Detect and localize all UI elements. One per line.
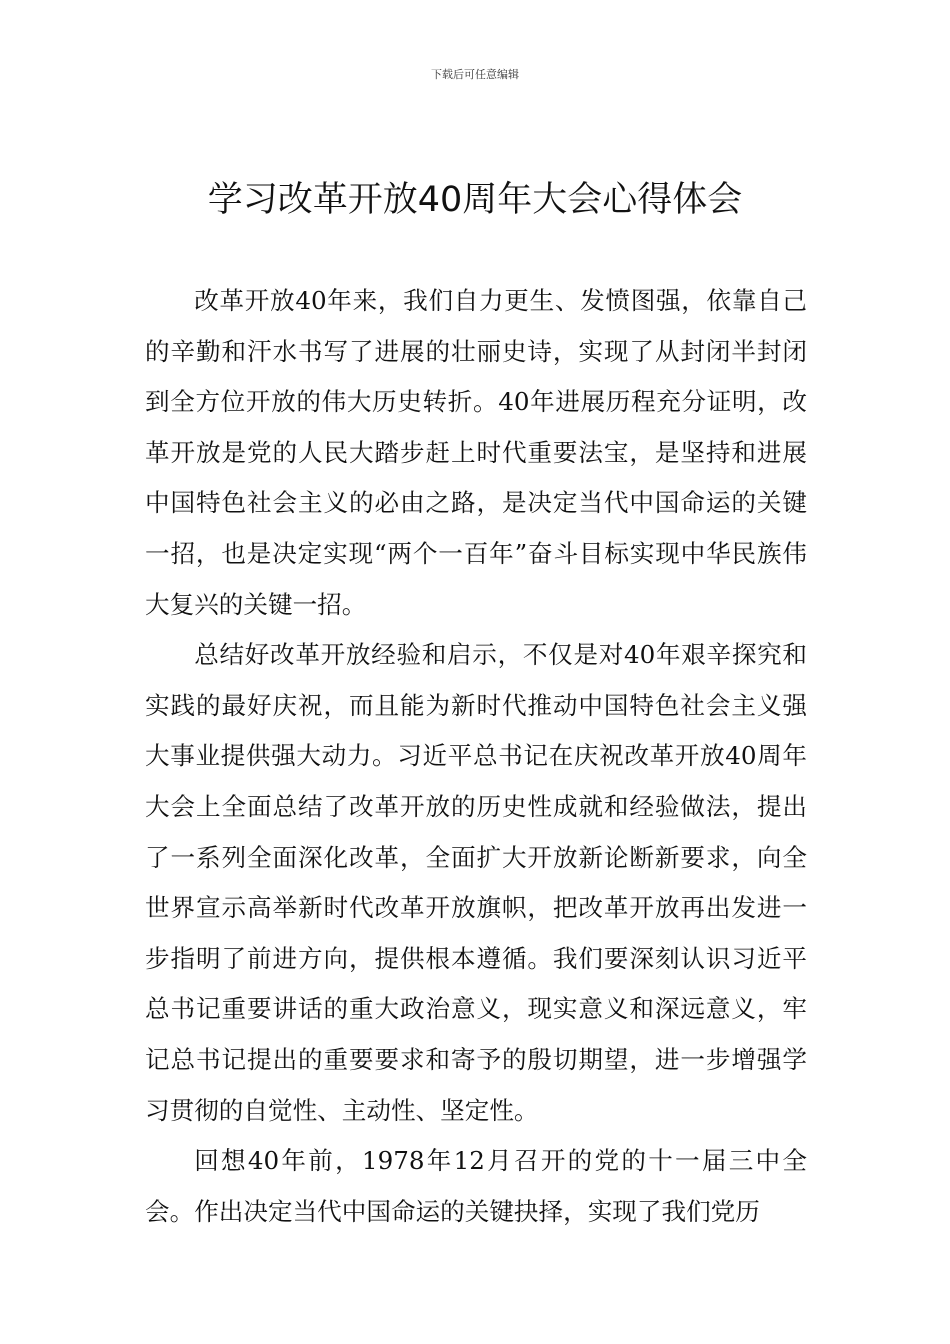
header-note: 下载后可任意编辑 <box>431 68 519 81</box>
document-title: 学习改革开放40周年大会心得体会 <box>207 180 743 220</box>
paragraph-2: 总结好改革开放经验和启示，不仅是对40年艰辛探究和实践的最好庆祝，而且能为新时代推动中国特色社会主义强大事业提供强大动力。习近平总书记在庆祝改革开放40周年大会上全面总结了改革开放的历史性成就和经验做法，提出了一系列全面深化改革，全面扩大开放新论断新要求，向全世界宣示高举新时代改革开放旗帜，把改革开放再出发进一步指明了前进方向，提供根本遵循。我们要深刻认识习近平总书记重要讲话的重大政治意义，现实意义和深远意义，牢记总书记提出的重要要求和寄予的殷切期望，进一步增强学习贯彻的自觉性、主动性、坚定性。 <box>145 640 807 1125</box>
paragraph-3: 回想40年前，1978年12月召开的党的十一届三中全会。作出决定当代中国命运的关键抉择，实现了我们党历 <box>145 1146 807 1226</box>
document-body <box>145 276 807 1237</box>
paragraph-1: 改革开放40年来，我们自力更生、发愤图强，依靠自己的辛勤和汗水书写了进展的壮丽史诗，实现了从封闭半封闭到全方位开放的伟大历史转折。40年进展历程充分证明，改革开放是党的人民大踏步赶上时代重要法宝，是坚持和进展中国特色社会主义的必由之路，是决定当代中国命运的关键一招，也是决定实现“两个一百年”奋斗目标实现中华民族伟大复兴的关键一招。 <box>145 286 807 619</box>
